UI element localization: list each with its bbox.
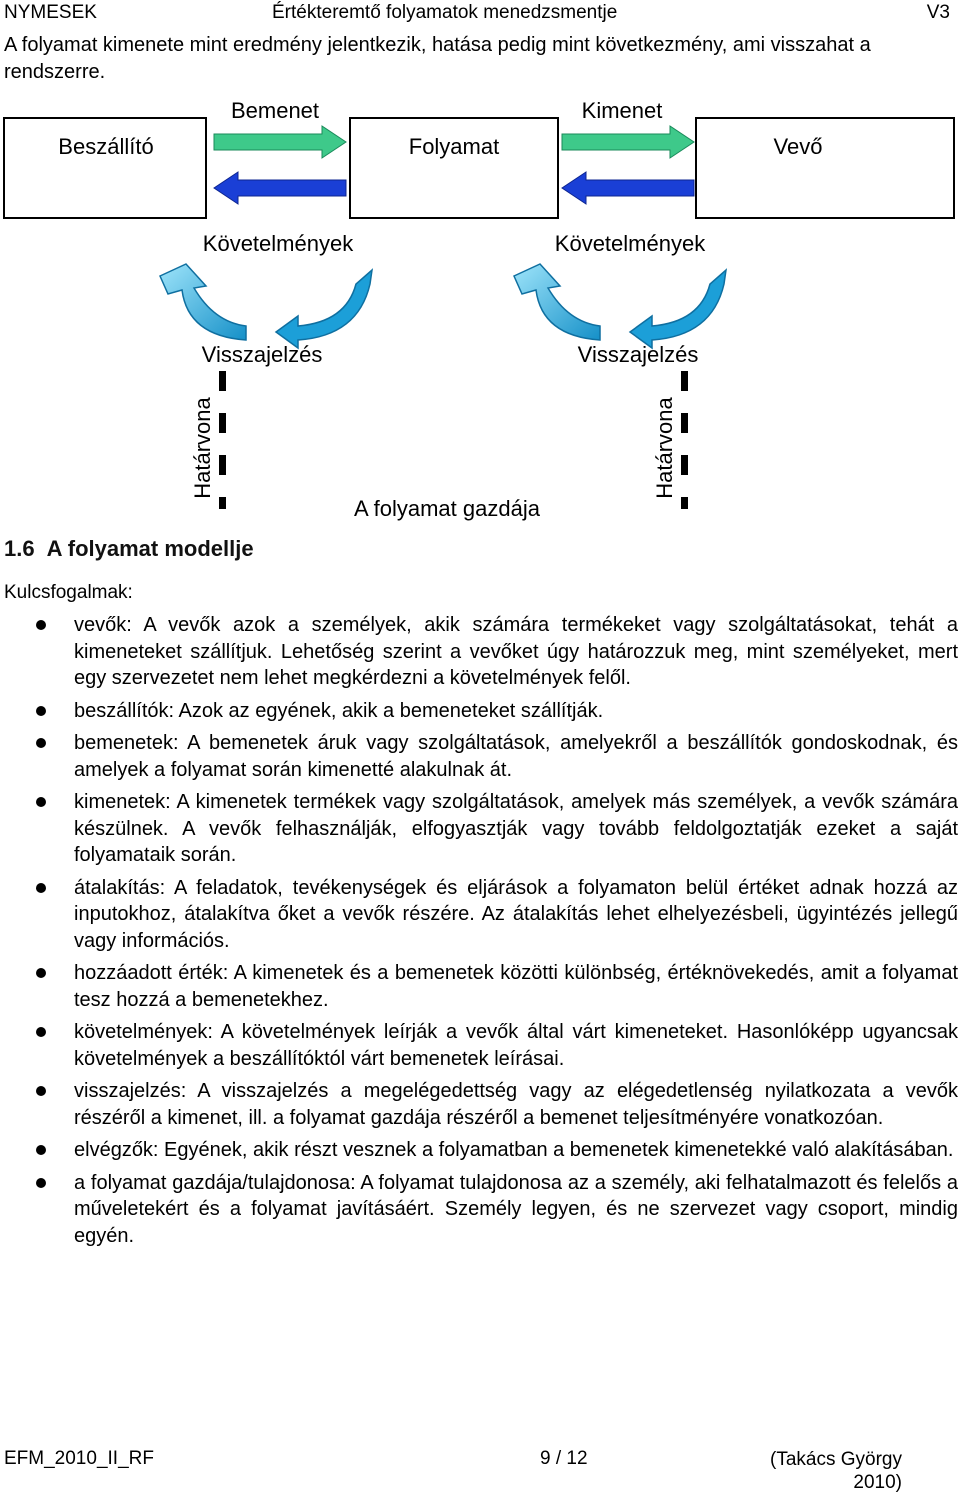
term-text: követelmények: A követelmények leírják a vevők által várt kimeneteket. Hasonlóképp ugyancsak követelmények a beszállítóktól várt bemenetek leírásai. [74, 1021, 958, 1070]
term-text: beszállítók: Azok az egyének, akik a bemeneteket szállítják. [74, 699, 604, 722]
bullet-icon [36, 620, 46, 630]
list-item [0, 1019, 960, 1072]
list-item [0, 1078, 960, 1131]
page-footer [0, 1444, 960, 1492]
intro-paragraph: A folyamat kimenete mint eredmény jelentkezik, hatása pedig mint következmény, ami visszahat a rendszerre. [4, 34, 871, 83]
term-text: elvégzők: Egyének, akik részt vesznek a folyamatban a bemenetek kimenetekké való alakításában. [74, 1139, 954, 1161]
footer-author [770, 1448, 902, 1494]
section-number: 1.6 [4, 536, 35, 561]
footer-page-number: 9 / 12 [540, 1448, 588, 1469]
owner-label: A folyamat gazdája [354, 496, 540, 521]
section-title: A folyamat modellje [46, 536, 254, 561]
term-text: hozzáadott érték: A kimenetek és a bemenetek közötti különbség, értéknövekedés, amit a folyamat tesz hozzá a bemenetekhez. [74, 962, 958, 1011]
boundary-line-left [219, 371, 226, 509]
term-text: átalakítás: A feladatok, tevékenységek és eljárások a folyamaton belül értéket adnak hozzá az inputokhoz, átalakítva őket a vevők részére. Az átalakítás lehet elhelyezésbeli, ügyintézés jellegű vagy információs. [74, 876, 958, 952]
bullet-icon [36, 706, 46, 716]
process-label: Folyamat [408, 134, 500, 159]
list-item [0, 875, 960, 955]
process-diagram [0, 92, 960, 522]
process-box [350, 118, 558, 218]
bullet-icon [36, 1086, 46, 1096]
footer-author-line1: (Takács György [770, 1449, 902, 1470]
output-label: Kimenet [581, 98, 663, 123]
footer-doc-id: EFM_2010_II_RF [4, 1448, 154, 1469]
supplier-label: Beszállító [58, 134, 154, 159]
supplier-feedback-arrow [214, 172, 346, 204]
bullet-icon [36, 797, 46, 807]
requirements-label-right: Követelmények [554, 231, 706, 256]
list-item [0, 960, 960, 1013]
list-item [0, 698, 960, 725]
input-label: Bemenet [230, 98, 320, 123]
bullet-icon [36, 1145, 46, 1155]
term-text: vevők: A vevők azok a személyek, akik számára termékeket vagy szolgáltatásokat, tehát a kimeneteket szállítjuk. Lehetőség szerint a vevőket úgy határozzuk meg, mint személyeket, mert egy szervezetet nem lehet megkérdezni a követelmények felől. [74, 614, 958, 689]
key-concepts-label: Kulcsfogalmak: [4, 582, 133, 603]
footer-author-line2: 2010) [853, 1472, 902, 1493]
key-concepts-list [0, 612, 960, 1255]
list-item [0, 789, 960, 869]
bullet-icon [36, 1178, 46, 1188]
term-text: bemenetek: A bemenetek áruk vagy szolgáltatások, amelyekről a beszállítók gondoskodnak, és amelyek a folyamat során kimenetté alakulnak át. [74, 732, 958, 781]
input-arrow [214, 126, 346, 158]
list-item [0, 1170, 960, 1250]
header-left: NYMESEK [4, 2, 97, 23]
list-item [0, 1137, 960, 1164]
cycle-arrows-right [514, 264, 726, 348]
page-header [0, 2, 960, 30]
customer-label: Vevő [773, 134, 823, 159]
feedback-label-right: Visszajelzés [577, 342, 699, 367]
supplier-box [4, 118, 206, 218]
customer-feedback-arrow [562, 172, 694, 204]
boundary-line-right [681, 371, 688, 509]
bullet-icon [36, 1027, 46, 1037]
section-heading [4, 536, 254, 562]
bullet-icon [36, 968, 46, 978]
term-text: kimenetek: A kimenetek termékek vagy szolgáltatások, amelyek más személyek, a vevők számára készülnek. A vevők felhasználják, elfogyasztják vagy tovább feldolgoztatják ezeket a saját folyamataik során. [74, 791, 958, 866]
header-title: Értékteremtő folyamatok menedzsmentje [272, 2, 618, 23]
list-item [0, 730, 960, 783]
requirements-label-left: Követelmények [202, 231, 354, 256]
header-version: V3 [926, 2, 950, 23]
term-text: a folyamat gazdája/tulajdonosa: A folyamat tulajdonosa az a személy, aki felhatalmazott és felelős a műveletekért és a folyamat javításáért. Személy legyen, és ne szervezet vagy csoport, mindig egyén. [74, 1171, 958, 1247]
boundary-label-right: Határvona [652, 397, 677, 499]
cycle-arrows-left [160, 264, 372, 348]
term-text: visszajelzés: A visszajelzés a megelégedettség vagy az elégedetlenség nyilatkozata a vevők részéről a kimenet, ill. a folyamat gazdája részéről a bemenet teljesítményére vonatkozóan. [74, 1080, 958, 1129]
feedback-label-left: Visszajelzés [201, 342, 323, 367]
output-arrow [562, 126, 694, 158]
bullet-icon [36, 738, 46, 748]
list-item [0, 612, 960, 692]
customer-box [696, 118, 954, 218]
boundary-label-left: Határvona [190, 397, 215, 499]
bullet-icon [36, 883, 46, 893]
